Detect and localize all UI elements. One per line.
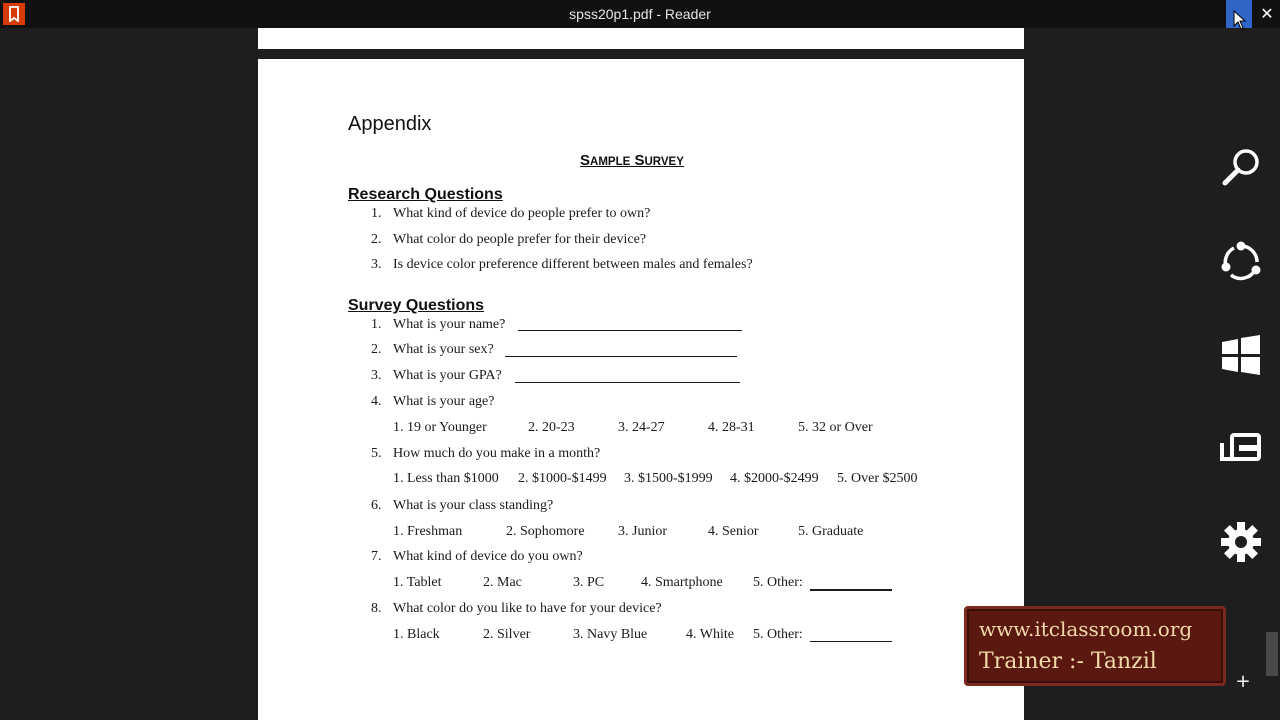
mouse-cursor-icon [1233, 10, 1247, 30]
question-text: How much do you make in a month? [393, 446, 601, 461]
other-device-answer-line [810, 589, 892, 591]
watermark-banner [964, 606, 1226, 686]
answer-option: 3. $1500-$1999 [624, 471, 713, 486]
gpa-answer-line [515, 382, 740, 383]
answer-option: 3. Navy Blue [573, 627, 648, 642]
question-text: What is your sex? [393, 342, 494, 357]
question-number: 3. [371, 368, 382, 383]
sex-answer-line [505, 356, 737, 357]
question-text: What is your GPA? [393, 368, 502, 383]
watermark-trainer: Trainer :- Tanzil [979, 649, 1157, 674]
answer-option: 2. $1000-$1499 [518, 471, 607, 486]
question-text: What is your class standing? [393, 498, 554, 513]
research-question: What kind of device do people prefer to own? [393, 206, 651, 221]
answer-option: 2. Sophomore [506, 524, 585, 539]
sample-survey-title: SAMPLE SURVEY [580, 152, 684, 169]
answer-option: 4. $2000-$2499 [730, 471, 819, 486]
question-number: 8. [371, 601, 382, 616]
question-text: What color do you like to have for your device? [393, 601, 662, 616]
question-text: What is your age? [393, 394, 495, 409]
answer-option: 4. Smartphone [641, 575, 723, 590]
question-number: 4. [371, 394, 382, 409]
answer-option: 3. PC [573, 575, 605, 590]
research-number: 2. [371, 232, 382, 247]
answer-option: 2. 20-23 [528, 420, 575, 435]
answer-option: 5. 32 or Over [798, 420, 873, 435]
answer-option: 5. Graduate [798, 524, 864, 539]
answer-option: 2. Silver [483, 627, 531, 642]
zoom-in-button[interactable]: + [1235, 671, 1251, 692]
answer-option: 1. Freshman [393, 524, 463, 539]
question-text: What is your name? [393, 317, 506, 332]
appendix-heading: Appendix [348, 113, 432, 135]
answer-option: 1. Tablet [393, 575, 442, 590]
answer-option: 4. White [686, 627, 734, 642]
answer-option: 1. Less than $1000 [393, 471, 499, 486]
title-bar [0, 0, 1280, 28]
question-number: 1. [371, 317, 382, 332]
window-title: spss20p1.pdf - Reader [569, 6, 711, 22]
question-text: What kind of device do you own? [393, 549, 583, 564]
answer-option: 4. Senior [708, 524, 759, 539]
share-icon[interactable] [1216, 237, 1266, 287]
vertical-scrollbar[interactable] [1266, 28, 1278, 720]
scroll-thumb[interactable] [1266, 632, 1278, 676]
research-questions-heading: Research Questions [348, 186, 503, 203]
answer-option: 5. Other: [753, 627, 803, 642]
name-answer-line [518, 330, 742, 331]
research-number: 1. [371, 206, 382, 221]
question-number: 7. [371, 549, 382, 564]
question-number: 6. [371, 498, 382, 513]
devices-icon[interactable] [1216, 423, 1266, 473]
research-number: 3. [371, 257, 382, 272]
answer-option: 5. Other: [753, 575, 803, 590]
question-number: 2. [371, 342, 382, 357]
question-number: 5. [371, 446, 382, 461]
answer-option: 3. 24-27 [618, 420, 665, 435]
answer-option: 1. 19 or Younger [393, 420, 487, 435]
watermark-url: www.itclassroom.org [979, 617, 1193, 641]
answer-option: 5. Over $2500 [837, 471, 918, 486]
research-question: What color do people prefer for their device? [393, 232, 647, 247]
answer-option: 3. Junior [618, 524, 667, 539]
survey-questions-heading: Survey Questions [348, 297, 485, 314]
answer-option: 4. 28-31 [708, 420, 755, 435]
pdf-page[interactable] [258, 59, 1024, 720]
previous-page-edge [258, 28, 1024, 49]
research-question: Is device color preference different between males and females? [393, 257, 753, 272]
answer-option: 1. Black [393, 627, 440, 642]
close-button[interactable]: ✕ [1260, 4, 1274, 23]
other-color-answer-line [810, 641, 892, 642]
search-icon[interactable] [1216, 143, 1266, 193]
settings-icon[interactable] [1216, 517, 1266, 567]
answer-option: 2. Mac [483, 575, 522, 590]
start-icon[interactable] [1216, 330, 1266, 380]
